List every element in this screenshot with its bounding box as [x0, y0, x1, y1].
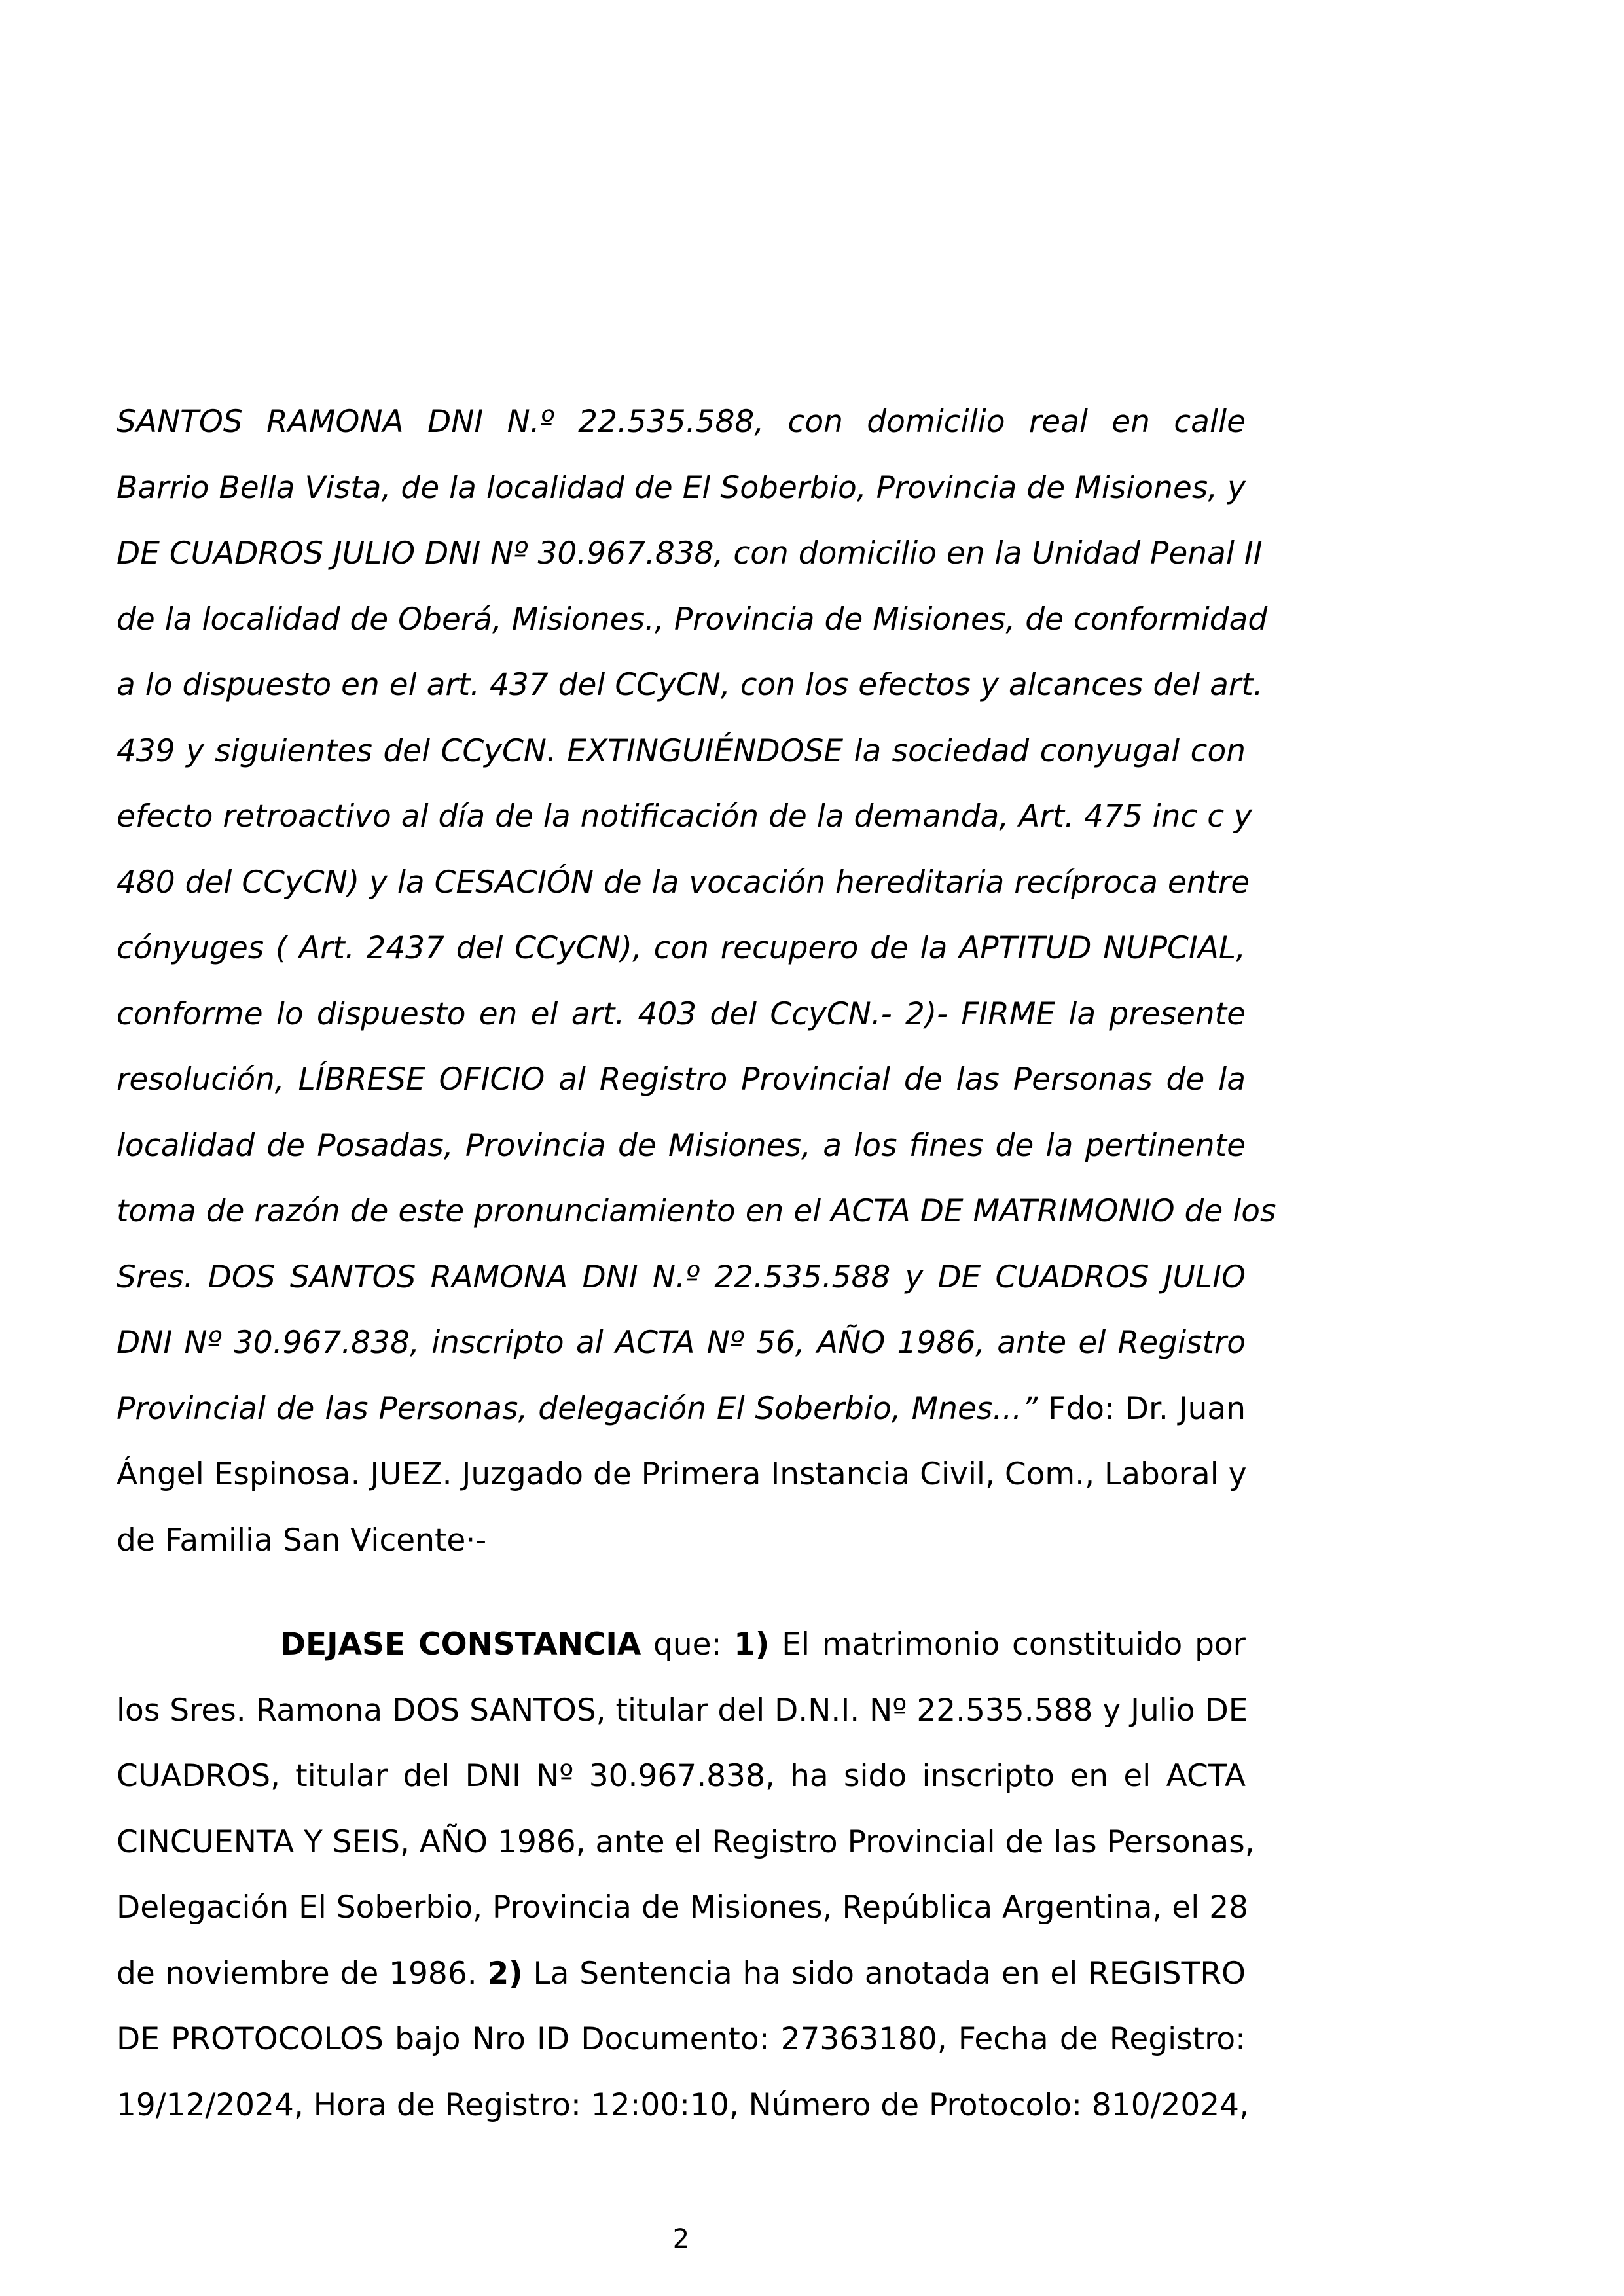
constancia-paragraph: [117, 1612, 1255, 2138]
text-line: Sres. DOS SANTOS RAMONA DNI N.º 22.535.588 y DE CUADROS JULIO: [117, 1259, 1246, 1295]
text-line: los Sres. Ramona DOS SANTOS, titular del D.N.I. Nº 22.535.588 y Julio DE: [117, 1692, 1248, 1729]
text-line: Ángel Espinosa. JUEZ. Juzgado de Primera Instancia Civil, Com., Laboral y: [117, 1456, 1247, 1492]
text-line: 19/12/2024, Hora de Registro: 12:00:10, Número de Protocolo: 810/2024,: [117, 2087, 1250, 2123]
page-number: 2: [672, 2224, 690, 2254]
quoted-resolution-text: [117, 389, 1276, 1573]
text-line: resolución, LÍBRESE OFICIO al Registro Provincial de las Personas de la: [117, 1062, 1246, 1098]
text-line: cónyuges ( Art. 2437 del CCyCN), con recupero de la APTITUD NUPCIAL,: [117, 930, 1246, 966]
text-line: DE PROTOCOLOS bajo Nro ID Documento: 27363180, Fecha de Registro:: [117, 2021, 1246, 2057]
text-line: de Familia San Vicente·-: [117, 1522, 487, 1558]
text-line: Delegación El Soberbio, Provincia de Misiones, República Argentina, el 28: [117, 1890, 1248, 1926]
text-line: DEJASE CONSTANCIA que: 1) El matrimonio constituido por: [280, 1626, 1246, 1662]
text-line: 439 y siguientes del CCyCN. EXTINGUIÉNDOSE la sociedad conyugal con: [117, 732, 1246, 769]
text-line: Provincial de las Personas, delegación El Soberbio, Mnes...” Fdo: Dr. Juan: [117, 1390, 1246, 1427]
text-line: toma de razón de este pronunciamiento en el ACTA DE MATRIMONIO de los: [117, 1193, 1276, 1229]
text-line: CINCUENTA Y SEIS, AÑO 1986, ante el Registro Provincial de las Personas,: [117, 1823, 1255, 1860]
text-line: de noviembre de 1986. 2) La Sentencia ha sido anotada en el REGISTRO: [117, 1955, 1246, 1992]
text-line: a lo dispuesto en el art. 437 del CCyCN, con los efectos y alcances del art.: [117, 667, 1263, 703]
text-line: Barrio Bella Vista, de la localidad de El Soberbio, Provincia de Misiones, y: [117, 469, 1246, 506]
constancia-heading: DEJASE CONSTANCIA: [280, 1626, 641, 1662]
text-line: SANTOS RAMONA DNI N.º 22.535.588, con domicilio real en calle: [117, 404, 1246, 440]
text-line: DE CUADROS JULIO DNI Nº 30.967.838, con domicilio en la Unidad Penal II: [117, 535, 1263, 571]
text-line: CUADROS, titular del DNI Nº 30.967.838, ha sido inscripto en el ACTA: [117, 1758, 1246, 1794]
text-line: localidad de Posadas, Provincia de Misiones, a los fines de la pertinente: [117, 1127, 1246, 1164]
text-line: DNI Nº 30.967.838, inscripto al ACTA Nº 56, AÑO 1986, ante el Registro: [117, 1325, 1246, 1361]
text-line: de la localidad de Oberá, Misiones., Provincia de Misiones, de conformidad: [117, 601, 1268, 637]
text-line: efecto retroactivo al día de la notificación de la demanda, Art. 475 inc c y: [117, 798, 1252, 834]
text-line: conforme lo dispuesto en el art. 403 del CcyCN.- 2)- FIRME la presente: [117, 996, 1246, 1032]
text-line: 480 del CCyCN) y la CESACIÓN de la vocación hereditaria recíproca entre: [117, 864, 1250, 901]
